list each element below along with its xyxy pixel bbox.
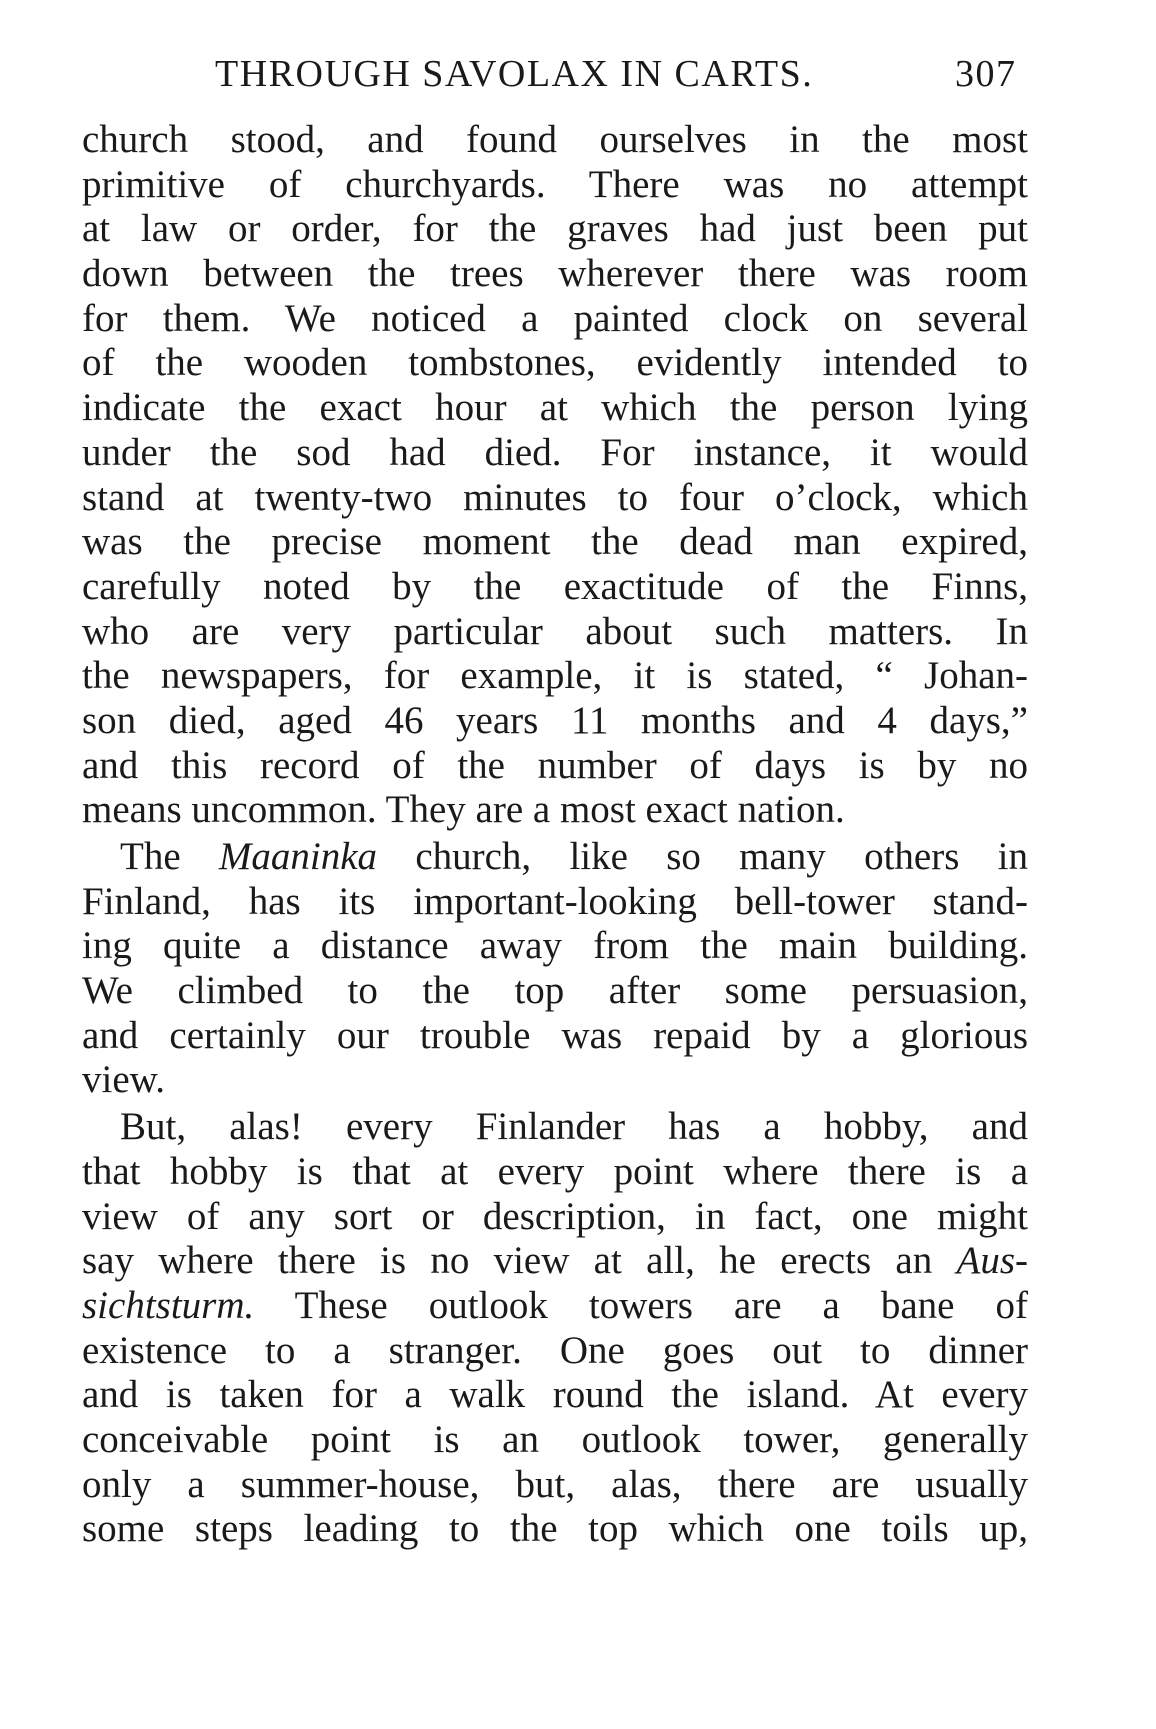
text-line: the newspapers, for example, it is stated, “ Johan- xyxy=(82,654,1028,698)
text-line: But, alas! every Finlander has a hobby, and xyxy=(120,1105,1028,1149)
body-text xyxy=(82,118,1028,1552)
text-line: and this record of the number of days is by no xyxy=(82,743,1028,787)
text-line: only a summer-house, but, alas, there are usually xyxy=(82,1462,1028,1506)
text-line: son died, aged 46 years 11 months and 4 days,” xyxy=(82,698,1028,742)
text-line: and certainly our trouble was repaid by a glorious xyxy=(82,1013,1028,1057)
text-line: means uncommon. They are a most exact nation. xyxy=(82,788,845,832)
text-line: Finland, has its important-looking bell-tower stand- xyxy=(82,879,1028,923)
paragraph-3 xyxy=(82,1105,1028,1552)
text-line: and is taken for a walk round the island. At every xyxy=(82,1373,1028,1417)
text-line: down between the trees wherever there was room xyxy=(82,252,1028,296)
text-line: was the precise moment the dead man expired, xyxy=(82,520,1028,564)
italic-word: sichtsturm. xyxy=(82,1283,255,1327)
italic-word: Aus- xyxy=(956,1239,1028,1283)
running-title: THROUGH SAVOLAX IN CARTS. xyxy=(215,53,814,95)
text-line: at law or order, for the graves had just been put xyxy=(82,207,1028,251)
text-line: stand at twenty-two minutes to four o’clock, which xyxy=(82,475,1028,519)
page-number: 307 xyxy=(955,53,1017,95)
text-line: conceivable point is an outlook tower, generally xyxy=(82,1417,1028,1461)
paragraph-2 xyxy=(82,835,1028,1103)
text-line: carefully noted by the exactitude of the Finns, xyxy=(82,564,1028,608)
text-line: indicate the exact hour at which the person lying xyxy=(82,386,1028,430)
text-line: that hobby is that at every point where there is a xyxy=(82,1149,1028,1193)
text-fragment: say where there is no view at all, he erects an xyxy=(82,1239,957,1283)
text-line: We climbed to the top after some persuasion, xyxy=(82,969,1028,1013)
text-line: church stood, and found ourselves in the most xyxy=(82,118,1028,161)
text-fragment: These outlook towers are a bane of xyxy=(254,1283,1028,1327)
text-line: who are very particular about such matters. In xyxy=(82,609,1028,653)
text-line: view of any sort or description, in fact, one might xyxy=(82,1194,1028,1238)
text-line xyxy=(82,1284,1028,1329)
text-line xyxy=(82,1239,1028,1284)
text-line: ing quite a distance away from the main building. xyxy=(82,924,1028,968)
text-line: for them. We noticed a painted clock on several xyxy=(82,296,1028,340)
text-line: view. xyxy=(82,1058,166,1102)
italic-place-name: Maaninka xyxy=(218,835,378,878)
running-head xyxy=(195,52,1055,102)
text-line: existence to a stranger. One goes out to dinner xyxy=(82,1328,1028,1372)
text-line: primitive of churchyards. There was no attempt xyxy=(82,162,1028,206)
text-fragment: church, like so many others in xyxy=(377,835,1028,878)
paragraph-1 xyxy=(82,118,1028,833)
text-fragment: The xyxy=(120,835,219,878)
text-line: under the sod had died. For instance, it would xyxy=(82,430,1028,474)
text-line: of the wooden tombstones, evidently intended to xyxy=(82,341,1028,385)
text-line: some steps leading to the top which one toils up, xyxy=(82,1507,1028,1551)
text-line xyxy=(82,835,1028,880)
